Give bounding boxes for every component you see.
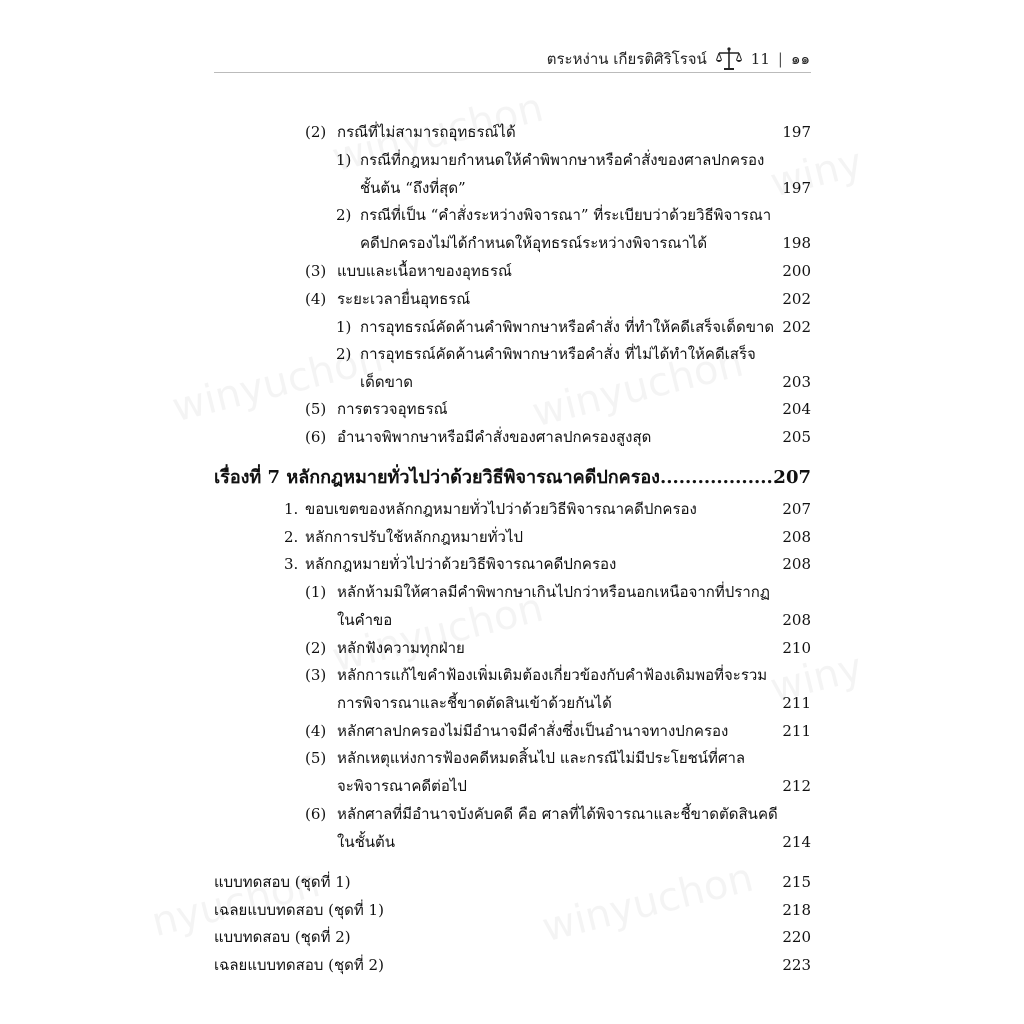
- toc-entry-page: 197: [782, 123, 811, 141]
- toc-entry: [0, 829, 1024, 855]
- toc-entry: [0, 607, 1024, 633]
- toc-entry-title: หลักห้ามมิให้ศาลมีคำพิพากษาเกินไปกว่าหรือนอกเหนือจากที่ปรากฏ: [337, 583, 770, 601]
- toc-entry-number: 1.: [284, 500, 299, 518]
- toc-entry-title: เฉลยแบบทดสอบ (ชุดที่ 2): [214, 956, 384, 974]
- toc-entry-title: หลักศาลที่มีอำนาจบังคับคดี คือ ศาลที่ได้พิจารณาและชี้ขาดตัดสินคดี: [337, 805, 778, 823]
- page-number-arabic: 11: [750, 50, 770, 68]
- toc-entry-page: 214: [782, 833, 811, 851]
- toc-entry-number: (1): [305, 583, 327, 601]
- toc-entry-page: 198: [782, 234, 811, 252]
- toc-entry-title: การพิจารณาและชี้ขาดตัดสินเข้าด้วยกันได้: [337, 694, 612, 712]
- chapter-page: 207: [773, 467, 811, 488]
- toc-entry-number: 3.: [284, 555, 299, 573]
- toc-entry-page: 215: [782, 873, 811, 891]
- toc-entry-page: 218: [782, 901, 811, 919]
- toc-entry: [0, 175, 1024, 201]
- toc-entry-title: การตรวจอุทธรณ์: [337, 400, 448, 418]
- toc-entry: [0, 745, 1024, 771]
- toc-entry: [0, 230, 1024, 256]
- toc-entry-title: คดีปกครองไม่ได้กำหนดให้อุทธรณ์ระหว่างพิจารณาได้: [360, 234, 708, 252]
- toc-entry-title: แบบและเนื้อหาของอุทธรณ์: [337, 262, 512, 280]
- toc-entry: [0, 952, 1024, 978]
- toc-entry-number: (6): [305, 428, 327, 446]
- toc-entry: [0, 119, 1024, 145]
- toc-entry-number: 1): [336, 151, 352, 169]
- toc-entry-title: หลักฟังความทุกฝ่าย: [337, 639, 465, 657]
- toc-entry-title: หลักศาลปกครองไม่มีอำนาจมีคำสั่งซึ่งเป็นอำนาจทางปกครอง: [337, 722, 729, 740]
- toc-entry-page: 208: [782, 528, 811, 546]
- toc-entry-title: การอุทธรณ์คัดค้านคำพิพากษาหรือคำสั่ง ที่ไม่ได้ทำให้คดีเสร็จ: [360, 345, 756, 363]
- toc-chapter-heading: [0, 463, 1024, 493]
- toc-entry-page: 211: [782, 694, 811, 712]
- toc-entry-number: (3): [305, 262, 327, 280]
- toc-entry-number: 2): [336, 206, 352, 224]
- toc-entry: [0, 579, 1024, 605]
- toc-entry: [0, 551, 1024, 577]
- toc-entry-page: 197: [782, 179, 811, 197]
- toc-entry: [0, 369, 1024, 395]
- toc-entry-page: 204: [782, 400, 811, 418]
- toc-entry-title: จะพิจารณาคดีต่อไป: [337, 777, 467, 795]
- toc-entry-title: ชั้นต้น “ถึงที่สุด”: [360, 179, 466, 197]
- toc-entry-title: การอุทธรณ์คัดค้านคำพิพากษาหรือคำสั่ง ที่ทำให้คดีเสร็จเด็ดขาด: [360, 318, 775, 336]
- toc-entry: [0, 924, 1024, 950]
- toc-entry-number: 2): [336, 345, 352, 363]
- toc-entry-title: อำนาจพิพากษาหรือมีคำสั่งของศาลปกครองสูงสุด: [337, 428, 652, 446]
- toc-entry: [0, 524, 1024, 550]
- toc-entry-number: (4): [305, 722, 327, 740]
- toc-entry-page: 223: [782, 956, 811, 974]
- toc-entry: [0, 718, 1024, 744]
- toc-entry-page: 207: [782, 500, 811, 518]
- toc-entry-number: (2): [305, 639, 327, 657]
- toc-entry: [0, 286, 1024, 312]
- toc-entry-page: 210: [782, 639, 811, 657]
- toc-entry-page: 220: [782, 928, 811, 946]
- toc-entry-number: 1): [336, 318, 352, 336]
- toc-entry-title: หลักกฎหมายทั่วไปว่าด้วยวิธีพิจารณาคดีปกครอง: [305, 555, 617, 573]
- toc-entry-number: (6): [305, 805, 327, 823]
- toc-entry: [0, 341, 1024, 367]
- toc-entry: [0, 424, 1024, 450]
- toc-entry: [0, 258, 1024, 284]
- toc-entry-page: 202: [782, 290, 811, 308]
- toc-entry: [0, 147, 1024, 173]
- toc-entry: [0, 662, 1024, 688]
- toc-entry-title: เฉลยแบบทดสอบ (ชุดที่ 1): [214, 901, 384, 919]
- toc-entry: [0, 690, 1024, 716]
- toc-entry-number: (5): [305, 749, 327, 767]
- toc-entry-title: เด็ดขาด: [360, 373, 414, 391]
- toc-entry: [0, 496, 1024, 522]
- page-number-thai: ๑๑: [790, 50, 810, 68]
- toc-entry-title: กรณีที่ไม่สามารถอุทธรณ์ได้: [337, 123, 516, 141]
- toc-entry-title: กรณีที่เป็น “คำสั่งระหว่างพิจารณา” ที่ระเบียบว่าด้วยวิธีพิจารณา: [360, 206, 772, 224]
- toc-entry-title: ขอบเขตของหลักกฎหมายทั่วไปว่าด้วยวิธีพิจารณาคดีปกครอง: [305, 500, 697, 518]
- toc-entry-title: ในชั้นต้น: [337, 833, 396, 851]
- toc-entry-page: 205: [782, 428, 811, 446]
- toc-entry: [0, 869, 1024, 895]
- header-separator: |: [777, 50, 783, 68]
- toc-entry: [0, 314, 1024, 340]
- toc-entry-title: แบบทดสอบ (ชุดที่ 1): [214, 873, 351, 891]
- toc-entry-title: กรณีที่กฎหมายกำหนดให้คำพิพากษาหรือคำสั่งของศาลปกครอง: [360, 151, 765, 169]
- toc-entry: [0, 897, 1024, 923]
- author-name: ตระหง่าน เกียรติศิริโรจน์: [546, 50, 707, 68]
- toc-entry-title: หลักเหตุแห่งการฟ้องคดีหมดสิ้นไป และกรณีไม่มีประโยชน์ที่ศาล: [337, 749, 746, 767]
- toc-entry-page: 208: [782, 555, 811, 573]
- toc-entry-title: แบบทดสอบ (ชุดที่ 2): [214, 928, 351, 946]
- chapter-title: เรื่องที่ 7 หลักกฎหมายทั่วไปว่าด้วยวิธีพิจารณาคดีปกครอง...................: [214, 467, 780, 488]
- toc-entry: [0, 801, 1024, 827]
- toc-entry-page: 211: [782, 722, 811, 740]
- toc-entry: [0, 635, 1024, 661]
- toc-entry-number: (5): [305, 400, 327, 418]
- toc-entry: [0, 396, 1024, 422]
- toc-entry-number: (3): [305, 666, 327, 684]
- toc-entry-number: (4): [305, 290, 327, 308]
- toc-entry-page: 202: [782, 318, 811, 336]
- toc-entry-title: หลักการปรับใช้หลักกฎหมายทั่วไป: [305, 528, 524, 546]
- toc-entry-title: ระยะเวลายื่นอุทธรณ์: [337, 290, 471, 308]
- toc-entry-page: 212: [782, 777, 811, 795]
- toc-entry-title: ในคำขอ: [337, 611, 393, 629]
- toc-entry-page: 200: [782, 262, 811, 280]
- toc-entry: [0, 773, 1024, 799]
- toc-entry-title: หลักการแก้ไขคำฟ้องเพิ่มเติมต้องเกี่ยวข้องกับคำฟ้องเดิมพอที่จะรวม: [337, 666, 768, 684]
- toc-entry-page: 203: [782, 373, 811, 391]
- toc-entry-number: 2.: [284, 528, 299, 546]
- toc-entry: [0, 202, 1024, 228]
- toc-entry-page: 208: [782, 611, 811, 629]
- toc-entry-number: (2): [305, 123, 327, 141]
